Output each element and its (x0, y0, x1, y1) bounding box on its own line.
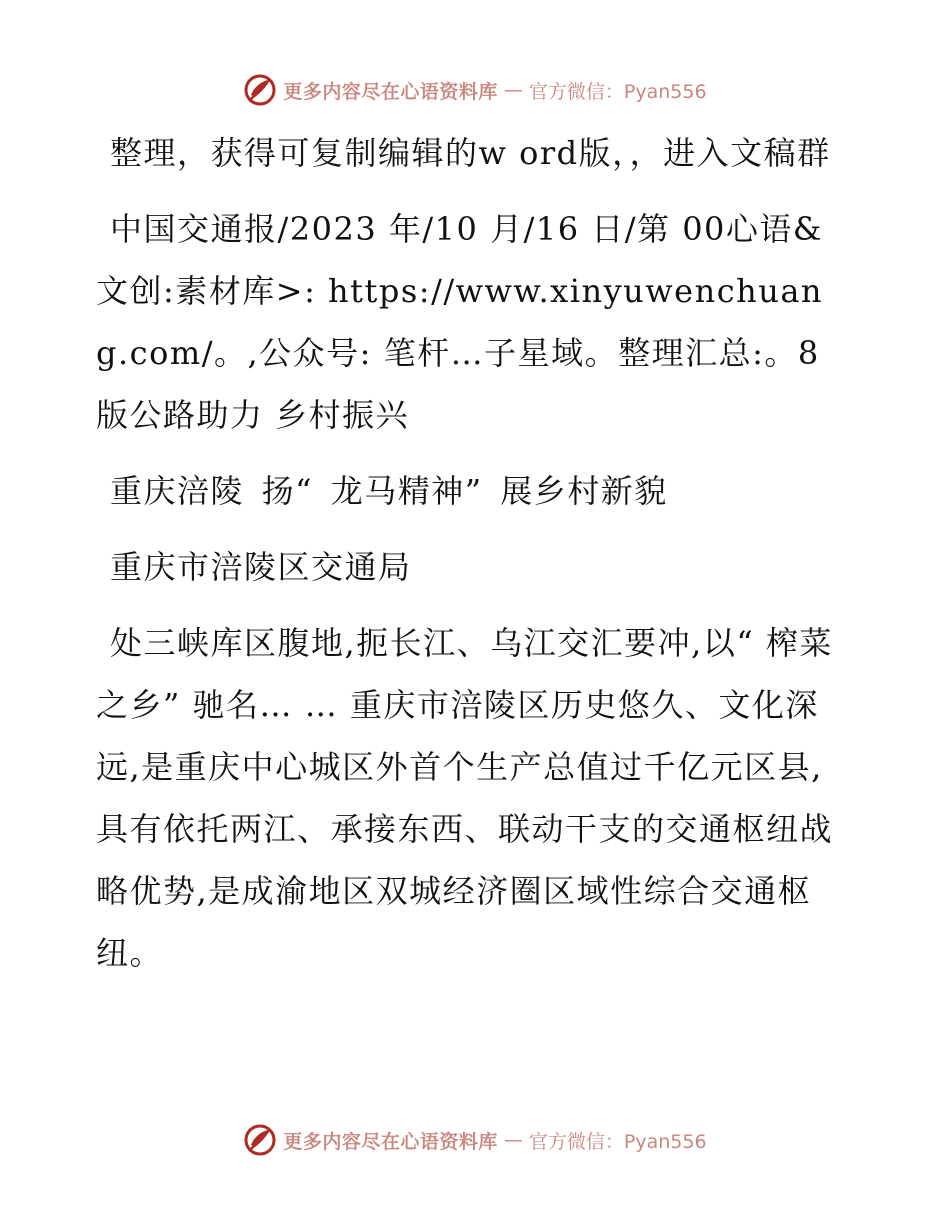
article-title: 重庆涪陵 扬“ 龙马精神” 展乡村新貌 (110, 472, 668, 510)
banner-wechat-text: 官方微信：Pyan556 (528, 80, 707, 103)
paragraph-intro: 整理，获得可复制编辑的w ord版，，进入文稿群 (110, 134, 831, 172)
banner-wechat-text: 官方微信：Pyan556 (528, 1130, 707, 1153)
brand-logo-icon (243, 73, 277, 107)
banner-brand-text: 更多内容尽在心语资料库 (283, 80, 498, 103)
banner-brand-text: 更多内容尽在心语资料库 (283, 1130, 498, 1153)
paragraph-source: 中国交通报/2023 年/10 月/16 日/第 00心语&文创:素材库>: https://www.xinyuwenchuang.com/。,公众号: 笔杆…子星域。整理汇总:。8 版公路助力 乡村振兴 (96, 210, 824, 434)
footer-banner (0, 1120, 950, 1160)
paragraph-body: 处三峡库区腹地,扼长江、乌江交汇要冲,以“ 榨菜之乡” 驰名… … 重庆市涪陵区历史悠久、文化深远,是重庆中心城区外首个生产总值过千亿元区县,具有依托两江、承接东西、联动干支的交通枢纽战略优势,是成渝地区双城经济圈区域性综合交通枢纽。 (96, 624, 834, 972)
header-banner (0, 70, 950, 110)
article-author: 重庆市涪陵区交通局 (110, 548, 412, 586)
banner-separator: — (503, 79, 523, 101)
brand-logo-icon (243, 1123, 277, 1157)
banner-separator: — (503, 1129, 523, 1151)
document-body (96, 122, 856, 998)
